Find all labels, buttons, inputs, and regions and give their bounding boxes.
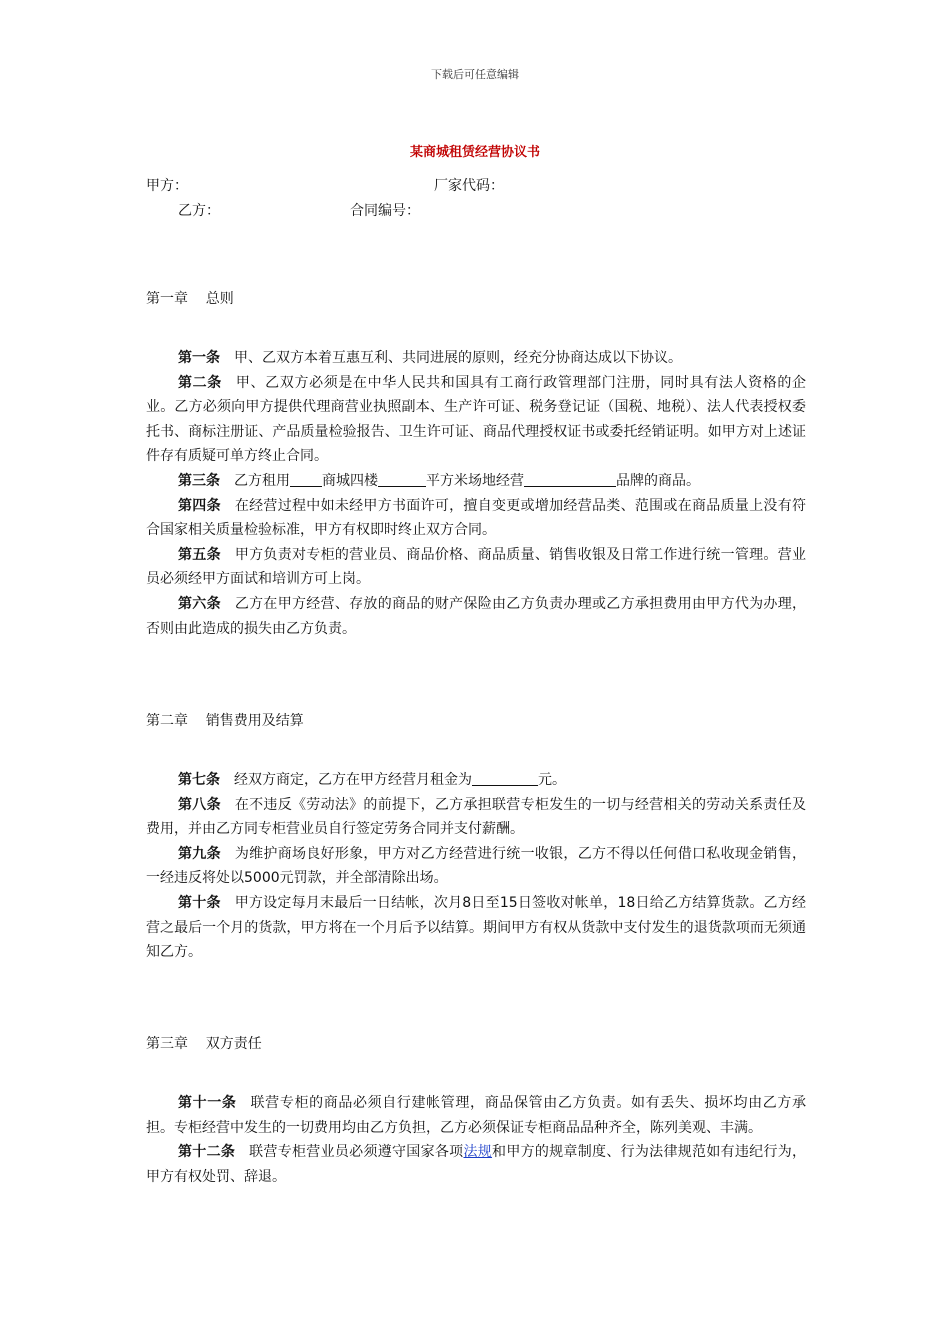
article xyxy=(146,1091,806,1140)
article xyxy=(146,842,806,891)
contract-number-label: 合同编号： xyxy=(350,203,420,219)
fill-blank[interactable] xyxy=(378,471,426,487)
article-text: 商城四楼 xyxy=(322,472,378,489)
chapter-heading: 第三章 双方责任 xyxy=(146,1036,262,1052)
article xyxy=(146,494,806,543)
article-text: 元。 xyxy=(538,772,566,788)
chapter-body xyxy=(146,1091,806,1189)
article xyxy=(146,768,806,793)
article-text: 品牌的商品。 xyxy=(616,472,700,489)
article-text: 经双方商定，乙方在甲方经营月租金为 xyxy=(234,772,472,788)
header-note: 下载后可任意编辑 xyxy=(431,68,519,81)
article-text: 为维护商场良好形象，甲方对乙方经营进行统一收银，乙方不得以任何借口私收现金销售，一经违反将处以5000元罚款，并全部清除出场。 xyxy=(146,845,806,887)
article xyxy=(146,592,806,641)
chapter-body xyxy=(146,346,806,641)
article-text: 联营专柜营业员必须遵守国家各项 xyxy=(249,1144,464,1161)
article-label: 第十条 xyxy=(178,894,221,911)
fill-blank[interactable] xyxy=(524,471,616,487)
article-label: 第三条 xyxy=(178,472,220,489)
article-text: 甲、乙双方必须是在中华人民共和国具有工商行政管理部门注册，同时具有法人资格的企业。乙方必须向甲方提供代理商营业执照副本、生产许可证、税务登记证（国税、地税）、法人代表授权委托书、商标注册证、产品质量检验报告、卫生许可证、商品代理授权证书或委托经销证明。如甲方对上述证件存有质疑可单方终止合同。 xyxy=(146,374,807,465)
article-text: 联营专柜的商品必须自行建帐管理，商品保管由乙方负责。如有丢失、损坏均由乙方承担。专柜经营中发生的一切费用均由乙方负担，乙方必须保证专柜商品品种齐全，陈列美观、丰满。 xyxy=(146,1095,807,1136)
fill-blank[interactable] xyxy=(290,471,322,487)
article-text: 甲、乙双方本着互惠互利、共同进展的原则，经充分协商达成以下协议。 xyxy=(234,350,682,366)
article-text: 在不违反《劳动法》的前提下，乙方承担联营专柜发生的一切与经营相关的劳动关系责任及费用，并由乙方同专柜营业员自行签定劳务合同并支付薪酬。 xyxy=(146,796,806,838)
article xyxy=(146,346,806,371)
party-a-label: 甲方： xyxy=(146,178,188,194)
article-label: 第五条 xyxy=(178,546,221,563)
article xyxy=(146,891,806,965)
article-label: 第六条 xyxy=(178,595,221,612)
article xyxy=(146,371,806,469)
article-label: 第二条 xyxy=(178,374,222,391)
party-b-label: 乙方： xyxy=(178,203,220,219)
vendor-code-label: 厂家代码： xyxy=(434,178,504,194)
article xyxy=(146,543,806,592)
article-text: 在经营过程中如未经甲方书面许可，擅自变更或增加经营品类、范围或在商品质量上没有符合国家相关质量检验标准，甲方有权即时终止双方合同。 xyxy=(146,497,806,539)
article-text: 乙方租用 xyxy=(234,472,290,489)
fill-blank[interactable] xyxy=(472,770,538,786)
article-label: 第十一条 xyxy=(178,1095,237,1111)
article-text: 平方米场地经营 xyxy=(426,472,524,489)
article-label: 第一条 xyxy=(178,350,220,366)
article-text: 乙方在甲方经营、存放的商品的财产保险由乙方负责办理或乙方承担费用由甲方代为办理，否则由此造成的损失由乙方负责。 xyxy=(146,595,806,637)
article-label: 第四条 xyxy=(178,497,221,514)
article-label: 第七条 xyxy=(178,772,220,788)
article xyxy=(146,1140,806,1189)
article-label: 第九条 xyxy=(178,845,221,862)
chapter-body xyxy=(146,768,806,965)
article-label: 第十二条 xyxy=(178,1144,236,1161)
document-title: 某商城租赁经营协议书 xyxy=(409,145,540,160)
article-label: 第八条 xyxy=(178,796,221,813)
article-text: 甲方负责对专柜的营业员、商品价格、商品质量、销售收银及日常工作进行统一管理。营业员必须经甲方面试和培训方可上岗。 xyxy=(146,546,806,588)
chapter-heading: 第二章 销售费用及结算 xyxy=(146,713,304,729)
article-text: 甲方设定每月末最后一日结帐，次月8日至15日签收对帐单，18日给乙方结算货款。乙方经营之最后一个月的货款，甲方将在一个月后予以结算。期间甲方有权从货款中支付发生的退货款项而无须通知乙方。 xyxy=(146,894,806,961)
article-text: 和甲方的规章制度、行为法律规范如有违纪行为，甲方有权处罚、辞退。 xyxy=(146,1144,807,1185)
article xyxy=(146,793,806,842)
chapter-heading: 第一章 总则 xyxy=(146,291,234,307)
article xyxy=(146,469,806,494)
regulations-link[interactable]: 法规 xyxy=(463,1144,493,1161)
